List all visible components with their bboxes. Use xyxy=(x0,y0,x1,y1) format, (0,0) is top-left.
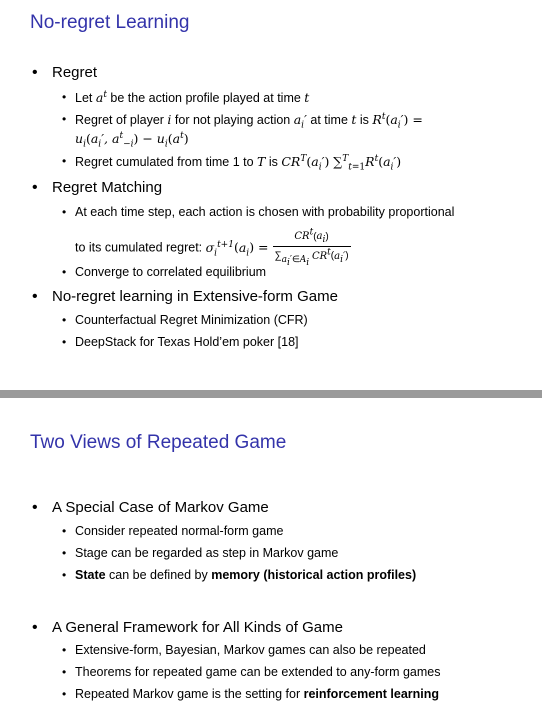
subbullet-text: Extensive-form, Bayesian, Markov games can also be repeated xyxy=(75,643,426,657)
bullet-dot-icon: • xyxy=(62,546,67,560)
bullet-dot-icon: • xyxy=(62,265,67,279)
bullet-dot-icon: • xyxy=(62,313,67,327)
slide-two-views-repeated-game xyxy=(0,398,542,721)
subbullet-text: At each time step, each action is chosen with probability proportional xyxy=(75,205,455,219)
subbullet-text: Theorems for repeated game can be extended to any-form games xyxy=(75,665,441,679)
slide-title: No-regret Learning xyxy=(30,12,190,33)
bullet-label: Regret xyxy=(52,64,98,81)
subbullet-text: Repeated Markov game is the setting for reinforcement learning xyxy=(75,687,440,701)
subbullet-text: Consider repeated normal-form game xyxy=(75,524,284,538)
subbullet-text: Counterfactual Regret Minimization (CFR) xyxy=(75,313,308,327)
bullet-dot-icon: • xyxy=(62,665,67,679)
subbullet-text: Converge to correlated equilibrium xyxy=(75,265,267,279)
bullet-dot-icon: • xyxy=(62,205,67,219)
bullet-dot-icon: • xyxy=(62,112,67,126)
math-formula: $u_i(a_i'$, $a^t_{-i}) - u_i(a^t)$ xyxy=(75,131,189,150)
subbullet-text: Regret of player i for not playing action $a_i'$ at time t is $R^t(a_i')$ = xyxy=(75,112,423,131)
bullet-label: A General Framework for All Kinds of Game xyxy=(52,619,343,636)
bullet-label: Regret Matching xyxy=(52,179,163,196)
bullet-dot-icon: • xyxy=(62,154,67,168)
slide-divider xyxy=(0,390,542,398)
bullet-dot-icon: • xyxy=(62,524,67,538)
bullet-dot-icon: • xyxy=(62,687,67,701)
bullet-label: No-regret learning in Extensive-form Game xyxy=(52,288,338,305)
subbullet-text: to its cumulated regret: $\sigma_i^{t+1}(a_i)$ = $\frac{CR^t(a_i)}{\sum_{a_i'\in A_i} CR^t(a_i')}$ xyxy=(75,228,349,268)
subbullet-text: DeepStack for Texas Hold’em poker [18] xyxy=(75,335,299,349)
bullet-dot-icon: • xyxy=(62,643,67,657)
subbullet-text: Stage can be regarded as step in Markov game xyxy=(75,546,339,560)
bullet-dot-icon: • xyxy=(62,90,67,104)
bullet-dot-icon: • xyxy=(62,568,67,582)
subbullet-text: State can be defined by memory (historical action profiles) xyxy=(75,568,417,582)
bullet-dot-icon: • xyxy=(62,335,67,349)
slide-title: Two Views of Repeated Game xyxy=(30,432,287,453)
subbullet-text: Let $a^t$ be the action profile played at time t xyxy=(75,90,310,106)
bullet-label: A Special Case of Markov Game xyxy=(52,499,269,516)
subbullet-text: Regret cumulated from time 1 to T is $CR^T(a_i')$ $\sum^T_{t=1}R^t(a_i')$ xyxy=(75,154,402,173)
fraction: $\frac{CR^t(a_i)}{\sum_{a_i'\in A_i} CR^t(a_i')}$ xyxy=(274,228,349,268)
